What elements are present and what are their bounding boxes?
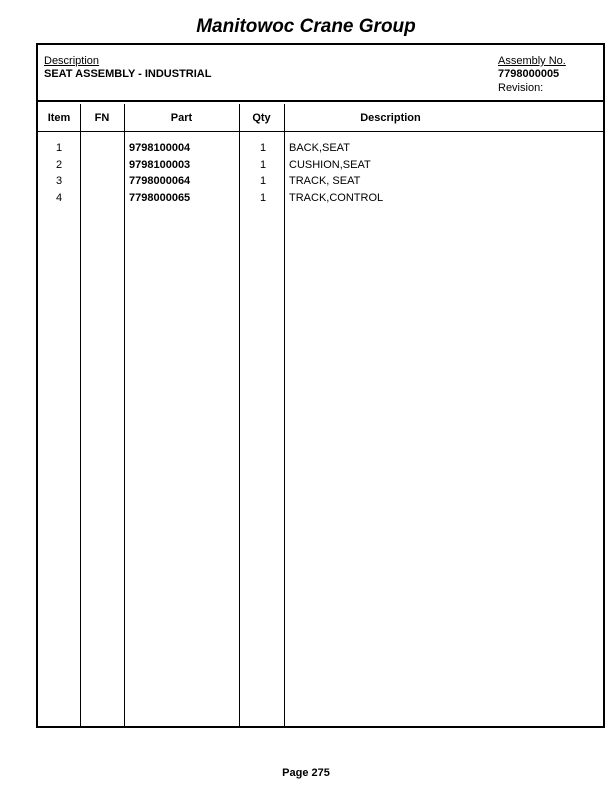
assembly-number-value: 7798000005 xyxy=(498,68,560,80)
part-cell: 7798000065 xyxy=(129,191,191,204)
table-row xyxy=(38,159,603,176)
item-cell: 4 xyxy=(55,191,63,204)
qty-cell: 1 xyxy=(259,158,267,171)
description-cell: CUSHION,SEAT xyxy=(289,158,371,171)
column-header-qty: Qty xyxy=(252,112,271,124)
assembly-number-label: Assembly No. xyxy=(498,55,566,67)
description-cell: TRACK,CONTROL xyxy=(289,191,384,204)
description-cell: BACK,SEAT xyxy=(289,142,350,154)
item-cell: 2 xyxy=(55,158,63,171)
column-header-part: Part xyxy=(170,112,193,124)
part-cell: 7798000064 xyxy=(129,175,191,187)
description-value: SEAT ASSEMBLY - INDUSTRIAL xyxy=(44,68,212,80)
parts-list-frame xyxy=(36,43,605,728)
page-number: Page 275 xyxy=(282,767,330,779)
page-title: Manitowoc Crane Group xyxy=(196,16,416,37)
revision-label: Revision: xyxy=(498,82,544,94)
table-row xyxy=(38,175,603,192)
column-header-description: Description xyxy=(360,112,421,124)
description-label: Description xyxy=(44,55,100,67)
table-row xyxy=(38,142,603,159)
item-cell: 1 xyxy=(55,142,63,154)
parts-table-body xyxy=(38,142,603,208)
assembly-header xyxy=(38,45,603,102)
qty-cell: 1 xyxy=(259,191,267,204)
column-header-fn: FN xyxy=(94,112,110,124)
column-header-item: Item xyxy=(47,112,71,124)
table-row xyxy=(38,192,603,209)
table-header xyxy=(38,104,603,132)
part-cell: 9798100003 xyxy=(129,158,191,171)
part-cell: 9798100004 xyxy=(129,142,191,154)
item-cell: 3 xyxy=(55,175,63,187)
qty-cell: 1 xyxy=(259,142,267,154)
qty-cell: 1 xyxy=(259,175,267,187)
description-cell: TRACK, SEAT xyxy=(289,175,361,187)
